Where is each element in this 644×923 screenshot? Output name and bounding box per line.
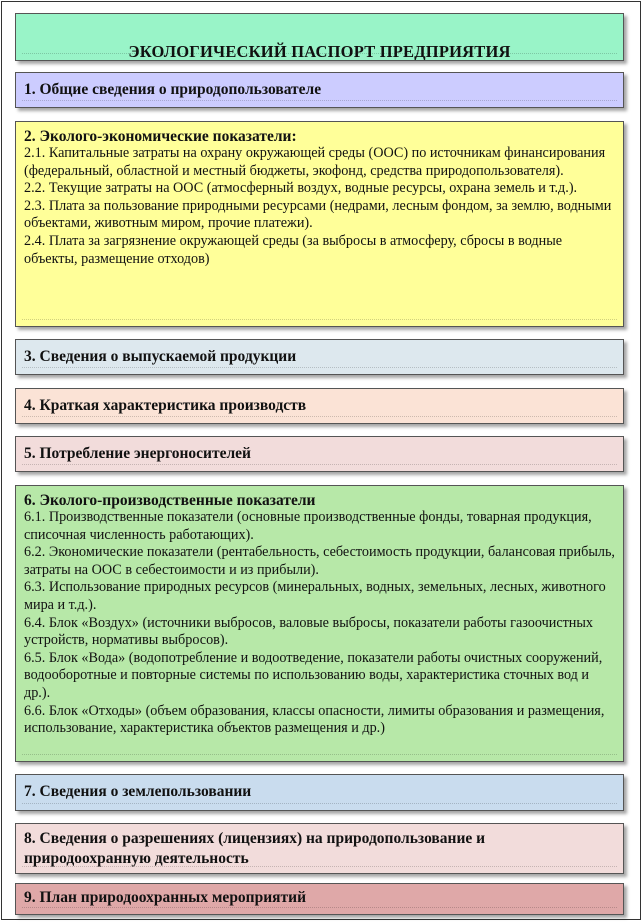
- section-3-heading: 3. Сведения о выпускаемой продукции: [24, 348, 297, 365]
- section-2-item: 2.2. Текущие затраты на ООС (атмосферный воздух, водные ресурсы, охрана земель и т.д.).: [24, 180, 578, 197]
- section-8-box: [15, 823, 624, 874]
- section-4-box: [15, 388, 624, 424]
- section-6-item: 6.3. Использование природных ресурсов (минеральных, водных, земельных, лесных, животного мира и т.д.).: [24, 579, 606, 613]
- section-6-item: 6.6. Блок «Отходы» (объем образования, классы опасности, лимиты образования и размещения, использование, характеристика объектов размещения и др.): [24, 702, 605, 737]
- section-4-heading: 4. Краткая характеристика производств: [24, 397, 307, 414]
- section-2-item: 2.1. Капитальные затраты на охрану окружающей среды (ООС) по источникам финансирования (федеральный, областной и местный бюджеты, экофонд, средства природопользователя).: [24, 145, 606, 179]
- section-6-item: 6.5. Блок «Вода» (водопотребление и водоотведение, показатели работы очистных сооружений, водооборотные и повторные системы по использованию воды, характеристика сточных вод и др.).: [24, 649, 603, 701]
- section-9-box: [15, 883, 624, 915]
- section-3-box: [15, 339, 624, 375]
- section-5-heading: 5. Потребление энергоносителей: [24, 445, 251, 462]
- section-6-item: 6.1. Производственные показатели (основные производственные фонды, товарная продукция, списочная численность работающих).: [24, 509, 592, 543]
- section-1-heading: 1. Общие сведения о природопользователе: [24, 81, 322, 98]
- diagram-title: ЭКОЛОГИЧЕСКИЙ ПАСПОРТ ПРЕДПРИЯТИЯ: [128, 42, 511, 61]
- section-6-heading: 6. Эколого-производственные показатели: [24, 492, 316, 509]
- section-6-box: [15, 485, 624, 762]
- section-8-heading: 8. Сведения о разрешениях (лицензиях) на природопользование и природоохранную деятельность: [24, 830, 486, 867]
- section-7-heading: 7. Сведения о землепользовании: [24, 783, 252, 800]
- section-2-item: 2.3. Плата за пользование природными ресурсами (недрами, лесным фондом, за землю, водными объектами, животным миром, прочие платежи).: [24, 197, 612, 232]
- section-2-item: 2.4. Плата за загрязнение окружающей среды (за выбросы в атмосферу, сбросы в водные объекты, размещение отходов): [24, 232, 563, 267]
- section-7-box: [15, 774, 624, 811]
- section-6-item: 6.2. Экономические показатели (рентабельность, себестоимость продукции, балансовая прибыль, затраты на ООС в себестоимости и из прибыли).: [24, 544, 615, 578]
- section-2-box: [15, 121, 624, 327]
- section-6-item: 6.4. Блок «Воздух» (источники выбросов, валовые выбросы, показатели работы газоочистных устройств, нормативы выбросов).: [24, 614, 594, 649]
- section-2-heading: 2. Эколого-экономические показатели:: [24, 128, 297, 145]
- diagram-title-box: [15, 13, 624, 61]
- section-5-box: [15, 436, 624, 472]
- section-1-box: [15, 72, 624, 108]
- section-9-heading: 9. План природоохранных мероприятий: [24, 889, 307, 906]
